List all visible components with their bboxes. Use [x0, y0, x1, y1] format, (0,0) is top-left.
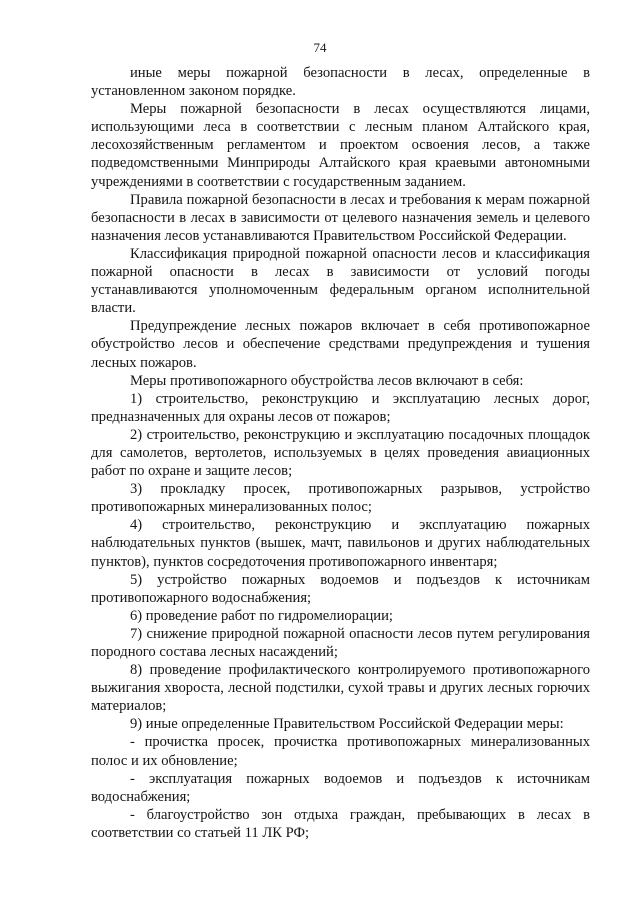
- list-item: 6) проведение работ по гидромелиорации;: [130, 607, 393, 624]
- sub-list-item: - благоустройство зон отдыха граждан, пребывающих в лесах в соответствии со статьей 11 ЛК РФ;: [91, 806, 590, 841]
- paragraph: Меры пожарной безопасности в лесах осуществляются лицами, использующими леса в соответствии с лесным планом Алтайского края, лесохозяйственным регламентом и проектом освоения лесов, а также подведомственными Минприроды Алтайского края краевыми автономными учреждениями в соответствии с государственным заданием.: [91, 101, 590, 190]
- paragraph: Предупреждение лесных пожаров включает в себя противопожарное обустройство лесов и обеспечение средствами предупреждения и тушения лесных пожаров.: [91, 318, 590, 371]
- list-item: 2) строительство, реконструкцию и эксплуатацию посадочных площадок для самолетов, вертолетов, используемых в целях проведения авиационных работ по охране и защите лесов;: [91, 426, 590, 480]
- paragraph: Правила пожарной безопасности в лесах и требования к мерам пожарной безопасности в лесах в зависимости от целевого назначения земель и целевого назначения лесов устанавливаются Правительством Российской Федерации.: [91, 191, 590, 244]
- paragraph: иные меры пожарной безопасности в лесах, определенные в установленном законом порядке.: [91, 65, 590, 100]
- page-number: 74: [313, 40, 327, 55]
- list-item: 8) проведение профилактического контролируемого противопожарного выжигания хвороста, лесной подстилки, сухой травы и других лесных горючих материалов;: [91, 662, 590, 715]
- sub-list-item: - эксплуатация пожарных водоемов и подъездов к источникам водоснабжения;: [91, 770, 590, 805]
- list-item: 3) прокладку просек, противопожарных разрывов, устройство противопожарных минерализованных полос;: [91, 481, 590, 516]
- paragraph: Классификация природной пожарной опасности лесов и классификация пожарной опасности в лесах в зависимости от условий погоды устанавливаются уполномоченным федеральным органом исполнительной власти.: [91, 245, 590, 317]
- list-item: 5) устройство пожарных водоемов и подъездов к источникам противопожарного водоснабжения;: [91, 571, 590, 606]
- list-item: 1) строительство, реконструкцию и эксплуатацию лесных дорог, предназначенных для охраны лесов от пожаров;: [91, 390, 590, 425]
- paragraph: Меры противопожарного обустройства лесов включают в себя:: [130, 372, 524, 389]
- list-item: 4) строительство, реконструкцию и эксплуатацию пожарных наблюдательных пунктов (вышек, мачт, павильонов и других наблюдательных пунктов), пунктов сосредоточения противопожарного инвентаря;: [91, 517, 590, 570]
- list-item: 7) снижение природной пожарной опасности лесов путем регулирования породного состава лесных насаждений;: [91, 625, 590, 660]
- list-item: 9) иные определенные Правительством Российской Федерации меры:: [130, 716, 564, 733]
- sub-list-item: - прочистка просек, прочистка противопожарных минерализованных полос и их обновление;: [91, 734, 590, 769]
- body-text: [91, 64, 590, 842]
